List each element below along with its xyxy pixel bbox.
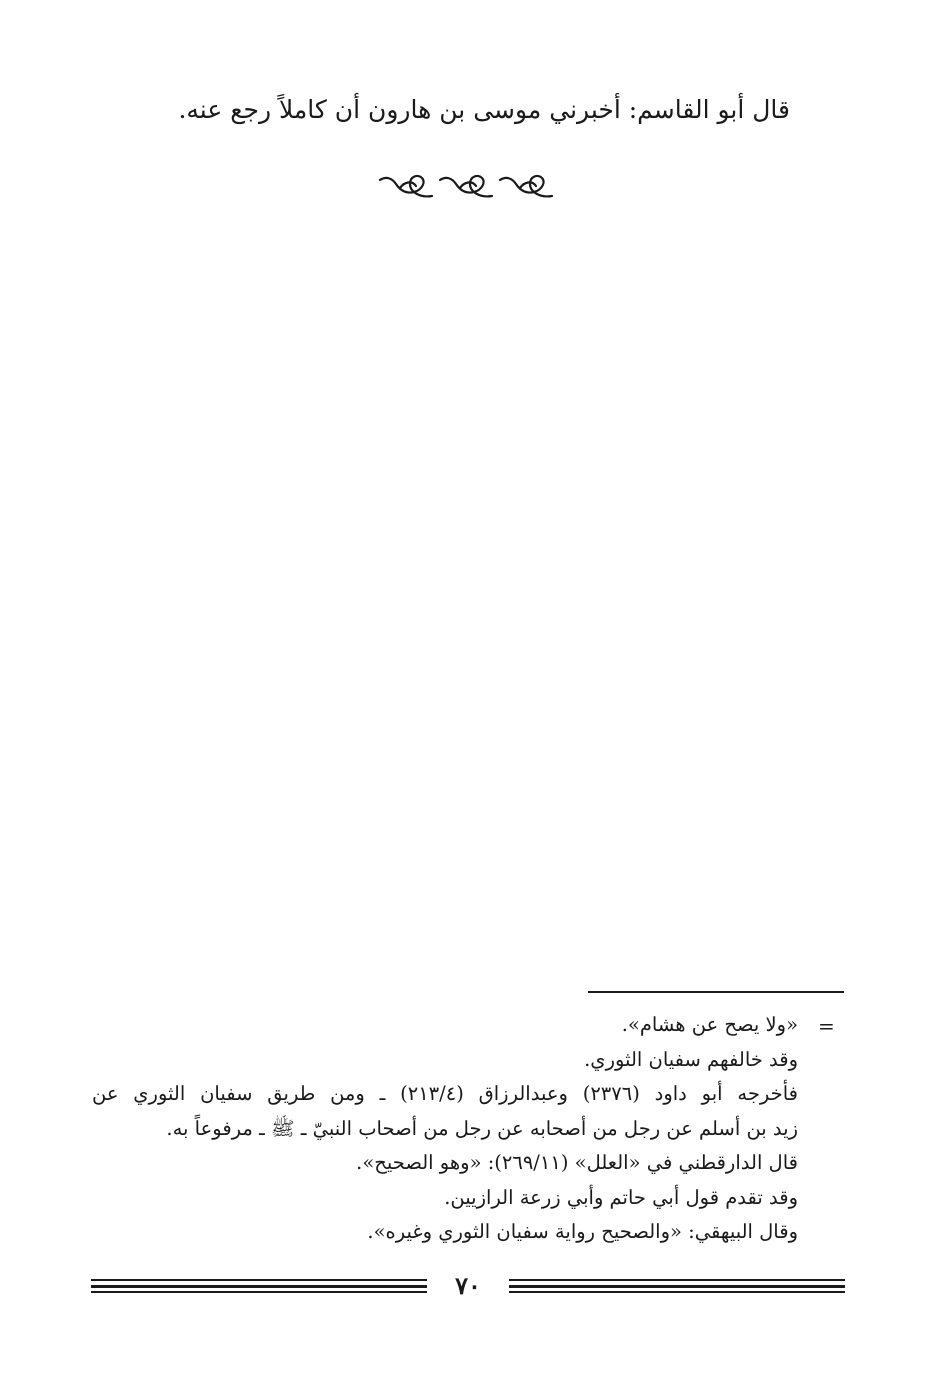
footnote-continuation-mark: = <box>818 1014 835 1038</box>
footer-rule-left <box>91 1279 427 1294</box>
floral-divider-icon <box>376 166 556 210</box>
footnote-line: وقد تقدم قول أبي حاتم وأبي زرعة الرازيين. <box>444 1185 798 1209</box>
footnotes <box>92 1008 798 1250</box>
footnote-line: وقال البيهقي: «والصحيح رواية سفيان الثوري وغيره». <box>367 1220 798 1243</box>
page-footer <box>91 1270 845 1304</box>
footnote-line: فأخرجه أبو داود (٢٣٧٦) وعبدالرزاق (٢١٣/٤) ـ ومن طريق سفيان الثوري عن <box>92 1082 798 1105</box>
footnote-line: «ولا يصح عن هشام». <box>621 1013 798 1036</box>
page-number: ٧٠ <box>455 1271 481 1300</box>
footnote-line: زيد بن أسلم عن رجل من أصحابه عن رجل من أصحاب النبيّ ـ ﷺ ـ مرفوعاً به. <box>166 1116 798 1140</box>
main-text: قال أبو القاسم: أخبرني موسى بن هارون أن كاملاً رجع عنه. <box>178 95 790 124</box>
footnote-separator <box>588 991 844 993</box>
footnote-line: وقد خالفهم سفيان الثوري. <box>584 1047 798 1071</box>
footnote-line: قال الدارقطني في «العلل» (٢٦٩/١١): «وهو الصحيح». <box>356 1151 798 1174</box>
footer-rule-right <box>509 1279 845 1294</box>
